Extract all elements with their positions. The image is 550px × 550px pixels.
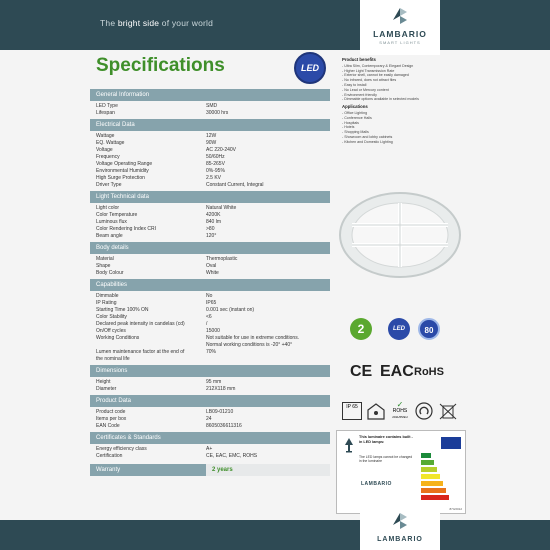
spec-label: On/Off cycles — [96, 328, 126, 334]
spec-row — [90, 349, 330, 356]
spec-label: LED Type — [96, 103, 118, 109]
spec-row — [90, 219, 330, 226]
section-rows — [90, 293, 330, 363]
list-item: - Shopping Malls — [342, 130, 369, 135]
spec-value: 85-265V — [206, 161, 225, 167]
spec-value: 12W — [206, 133, 217, 139]
spec-row — [90, 300, 330, 307]
spec-row — [90, 335, 330, 342]
footer-bar — [0, 520, 550, 550]
spec-label: the nominal life — [96, 356, 130, 362]
spec-value: 95 mm — [206, 379, 222, 385]
recycle-icon — [414, 402, 434, 420]
section-rows — [90, 409, 330, 430]
spec-row — [90, 154, 330, 161]
spec-value: Normal working conditions is -20° +40° — [206, 342, 293, 348]
spec-label: Color Temperature — [96, 212, 138, 218]
section-header: Body details — [90, 242, 330, 254]
spec-row — [90, 182, 330, 189]
list-item: - Environment friendly — [342, 92, 377, 97]
spec-value: 4200K — [206, 212, 221, 218]
spec-label: Certification — [96, 453, 123, 459]
list-item: - Kitchen and Domestic Lighting — [342, 139, 393, 144]
weee-bin-icon — [438, 402, 458, 420]
spec-row — [90, 140, 330, 147]
list-item: - Ultra Slim, Contemporary & Elegant Design — [342, 63, 414, 68]
spec-value: 90W — [206, 140, 217, 146]
list-item: - No infrared, does not attract flies — [342, 78, 397, 83]
spec-value: 24 — [206, 416, 212, 422]
spec-label: Beam angle — [96, 233, 123, 239]
section-rows — [90, 379, 330, 393]
list-item: - Hospitals — [342, 120, 359, 125]
energy-bar — [421, 474, 440, 479]
spec-label: Environmental Humidity — [96, 168, 149, 174]
spec-label: Luminous flux — [96, 219, 127, 225]
spec-row — [90, 386, 330, 393]
spec-row — [90, 175, 330, 182]
spec-label: Material — [96, 256, 114, 262]
spec-value: 2.5 KV — [206, 175, 222, 181]
brand-name: LAMBARIO — [373, 29, 427, 39]
applications-list — [342, 111, 462, 145]
spec-value: 8605036611316 — [206, 423, 242, 429]
spec-row — [90, 446, 330, 453]
spec-value: SMD — [206, 103, 218, 109]
spec-row — [90, 212, 330, 219]
spec-value: No — [206, 293, 213, 299]
section-header: Capabilities — [90, 279, 330, 291]
energy-bar — [421, 488, 446, 493]
spec-value: 50/60Hz — [206, 154, 225, 160]
lamp-icon — [343, 437, 355, 453]
spec-row — [90, 233, 330, 240]
lambario-icon — [390, 6, 410, 26]
benefits-title: Product benefits — [342, 57, 376, 62]
spec-row — [90, 307, 330, 314]
cri-badge-icon: 80 — [418, 318, 440, 340]
spec-label: Items per box — [96, 416, 127, 422]
spec-label: Driver Type — [96, 182, 122, 188]
list-item: - Higher Light Transmission Rate — [342, 68, 395, 73]
page-title: Specifications — [96, 55, 225, 76]
spec-label: Dimmable — [96, 293, 119, 299]
spec-row — [90, 263, 330, 270]
warranty-row — [90, 464, 330, 476]
spec-label: High Surge Protection — [96, 175, 145, 181]
energy-ref: 874/2012 — [449, 507, 462, 511]
spec-value: / — [206, 321, 208, 327]
applications-title: Applications — [342, 104, 368, 110]
tagline — [100, 18, 213, 28]
rohs-directive: 2011/65/EU — [392, 415, 408, 419]
spec-value: AC 220-240V — [206, 147, 237, 153]
indoor-use-icon — [366, 402, 386, 420]
tagline-suffix: of your world — [159, 18, 214, 28]
energy-bar — [421, 481, 443, 486]
spec-row — [90, 256, 330, 263]
eu-flag-icon — [441, 437, 461, 449]
spec-value: Constant Current, Integral — [206, 182, 264, 188]
section-header: Light Technical data — [90, 191, 330, 203]
spec-value: 70% — [206, 349, 217, 355]
spec-row — [90, 270, 330, 277]
spec-value: White — [206, 270, 219, 276]
tagline-prefix: The — [100, 18, 118, 28]
spec-label: Product code — [96, 409, 126, 415]
list-item: - Easy to install — [342, 82, 367, 87]
spec-row — [90, 453, 330, 460]
product-image — [322, 165, 472, 295]
spec-row — [90, 409, 330, 416]
rohs-check-icon: ✓ ROHS 2011/65/EU — [390, 402, 410, 420]
spec-value: 120° — [206, 233, 217, 239]
header-bar — [0, 0, 550, 50]
energy-label — [336, 430, 466, 514]
spec-label: IP Rating — [96, 300, 117, 306]
list-item: - Showroom and lobby cabinets — [342, 134, 393, 139]
list-item: - Conference Halls — [342, 115, 372, 120]
spec-table — [90, 89, 330, 476]
spec-value: CE, EAC, EMC, ROHS — [206, 453, 258, 459]
spec-label: Height — [96, 379, 111, 385]
section-rows — [90, 205, 330, 240]
section-header: Dimensions — [90, 365, 330, 377]
spec-label: Diameter — [96, 386, 117, 392]
spec-row — [90, 379, 330, 386]
section-header: Electrical Data — [90, 119, 330, 131]
spec-value: 15000 — [206, 328, 220, 334]
brand-sub: SMART LIGHTS — [379, 40, 421, 45]
energy-bar — [421, 495, 449, 500]
spec-label: Frequency — [96, 154, 120, 160]
energy-bar — [421, 460, 434, 465]
section-header: General Information — [90, 89, 330, 101]
brand-logo — [360, 0, 440, 55]
spec-row — [90, 205, 330, 212]
spec-row — [90, 314, 330, 321]
spec-label: Energy efficiency class — [96, 446, 147, 452]
spec-label: Declared peak intensity in candelas (cd) — [96, 321, 185, 327]
spec-label: Wattage — [96, 133, 115, 139]
energy-brand: LAMBARIO — [361, 481, 392, 487]
spec-label: Starting Time 100% ON — [96, 307, 149, 313]
spec-row — [90, 110, 330, 117]
section-rows — [90, 256, 330, 277]
spec-label: Working Conditions — [96, 335, 140, 341]
benefits-panel — [342, 58, 462, 148]
spec-label: Light color — [96, 205, 120, 211]
spec-row — [90, 226, 330, 233]
spec-row — [90, 103, 330, 110]
spec-label: Body Colour — [96, 270, 124, 276]
spec-row — [90, 133, 330, 140]
spec-label: EQ. Wattage — [96, 140, 125, 146]
spec-label: Voltage Operating Range — [96, 161, 153, 167]
spec-label — [96, 342, 206, 349]
warranty-value: 2 years — [212, 467, 233, 473]
spec-value: 30000 hrs — [206, 110, 229, 116]
spec-row — [90, 321, 330, 328]
rohs-mark-icon: RoHS — [414, 366, 444, 378]
spec-value — [206, 356, 330, 363]
spec-value: 0%-95% — [206, 168, 225, 174]
spec-row — [90, 161, 330, 168]
list-item: - Exterior shell, cannot be easily damaged — [342, 73, 409, 78]
lambario-footer-icon — [390, 511, 410, 531]
spec-row — [90, 356, 330, 363]
energy-bar — [421, 453, 431, 458]
section-rows — [90, 446, 330, 460]
section-rows — [90, 133, 330, 189]
tagline-highlight: bright side — [117, 18, 160, 28]
spec-row — [90, 147, 330, 154]
spec-value: 840 lm — [206, 219, 222, 225]
spec-value: 0.001 sec (instant on) — [206, 307, 255, 313]
spec-value: 212X118 mm — [206, 386, 236, 392]
spec-label: Color Rendering Index CRI — [96, 226, 157, 232]
spec-row — [90, 423, 330, 430]
lamp-note: This luminaire contains built - in LED lamps: — [359, 435, 413, 444]
spec-row — [90, 416, 330, 423]
warranty-years-icon: 2 — [350, 318, 372, 340]
spec-row — [90, 342, 330, 349]
spec-label: Lifespan — [96, 110, 115, 116]
list-item: - Hotels — [342, 125, 355, 130]
spec-label: Color Stability — [96, 314, 127, 320]
section-header: Certificates & Standards — [90, 432, 330, 444]
spec-label: EAN Code — [96, 423, 120, 429]
warranty-label: Warranty — [90, 464, 206, 476]
benefits-list — [342, 64, 462, 102]
spec-label: Lumen maintenance factor at the end of — [96, 349, 185, 355]
spec-value: IP65 — [206, 300, 217, 306]
led-badge-icon: LED — [294, 52, 326, 84]
list-item: - Office Lighting — [342, 110, 368, 115]
spec-value: Oval — [206, 263, 217, 269]
footer-logo — [360, 505, 440, 550]
spec-value: Not suitable for use in extreme conditions. — [206, 335, 300, 341]
ce-mark-icon: CE — [350, 363, 373, 380]
spec-label: Voltage — [96, 147, 113, 153]
ip65-icon: IP 65 — [342, 402, 362, 420]
spec-row — [90, 293, 330, 300]
eac-mark-icon: EAC — [380, 363, 414, 380]
list-item: - Dimmable options available in selected models — [342, 97, 419, 102]
spec-value: >80 — [206, 226, 215, 232]
section-header: Product Data — [90, 395, 330, 407]
spec-value: Natural White — [206, 205, 237, 211]
rohs-label: ROHS — [392, 408, 408, 414]
spec-value: LB09-01210 — [206, 409, 234, 415]
list-item: - No Lead or Mercury content — [342, 87, 389, 92]
footer-brand-name: LAMBARIO — [377, 536, 423, 543]
spec-row — [90, 328, 330, 335]
spec-value: Thermoplastic — [206, 256, 238, 262]
spec-value: A+ — [206, 446, 213, 452]
led-note: The LED lamps cannot be changed in the luminaire — [359, 455, 413, 464]
spec-label: Shape — [96, 263, 111, 269]
led-circle-icon: LED — [388, 318, 410, 340]
section-rows — [90, 103, 330, 117]
energy-bar — [421, 467, 437, 472]
spec-value: <6 — [206, 314, 212, 320]
spec-row — [90, 168, 330, 175]
